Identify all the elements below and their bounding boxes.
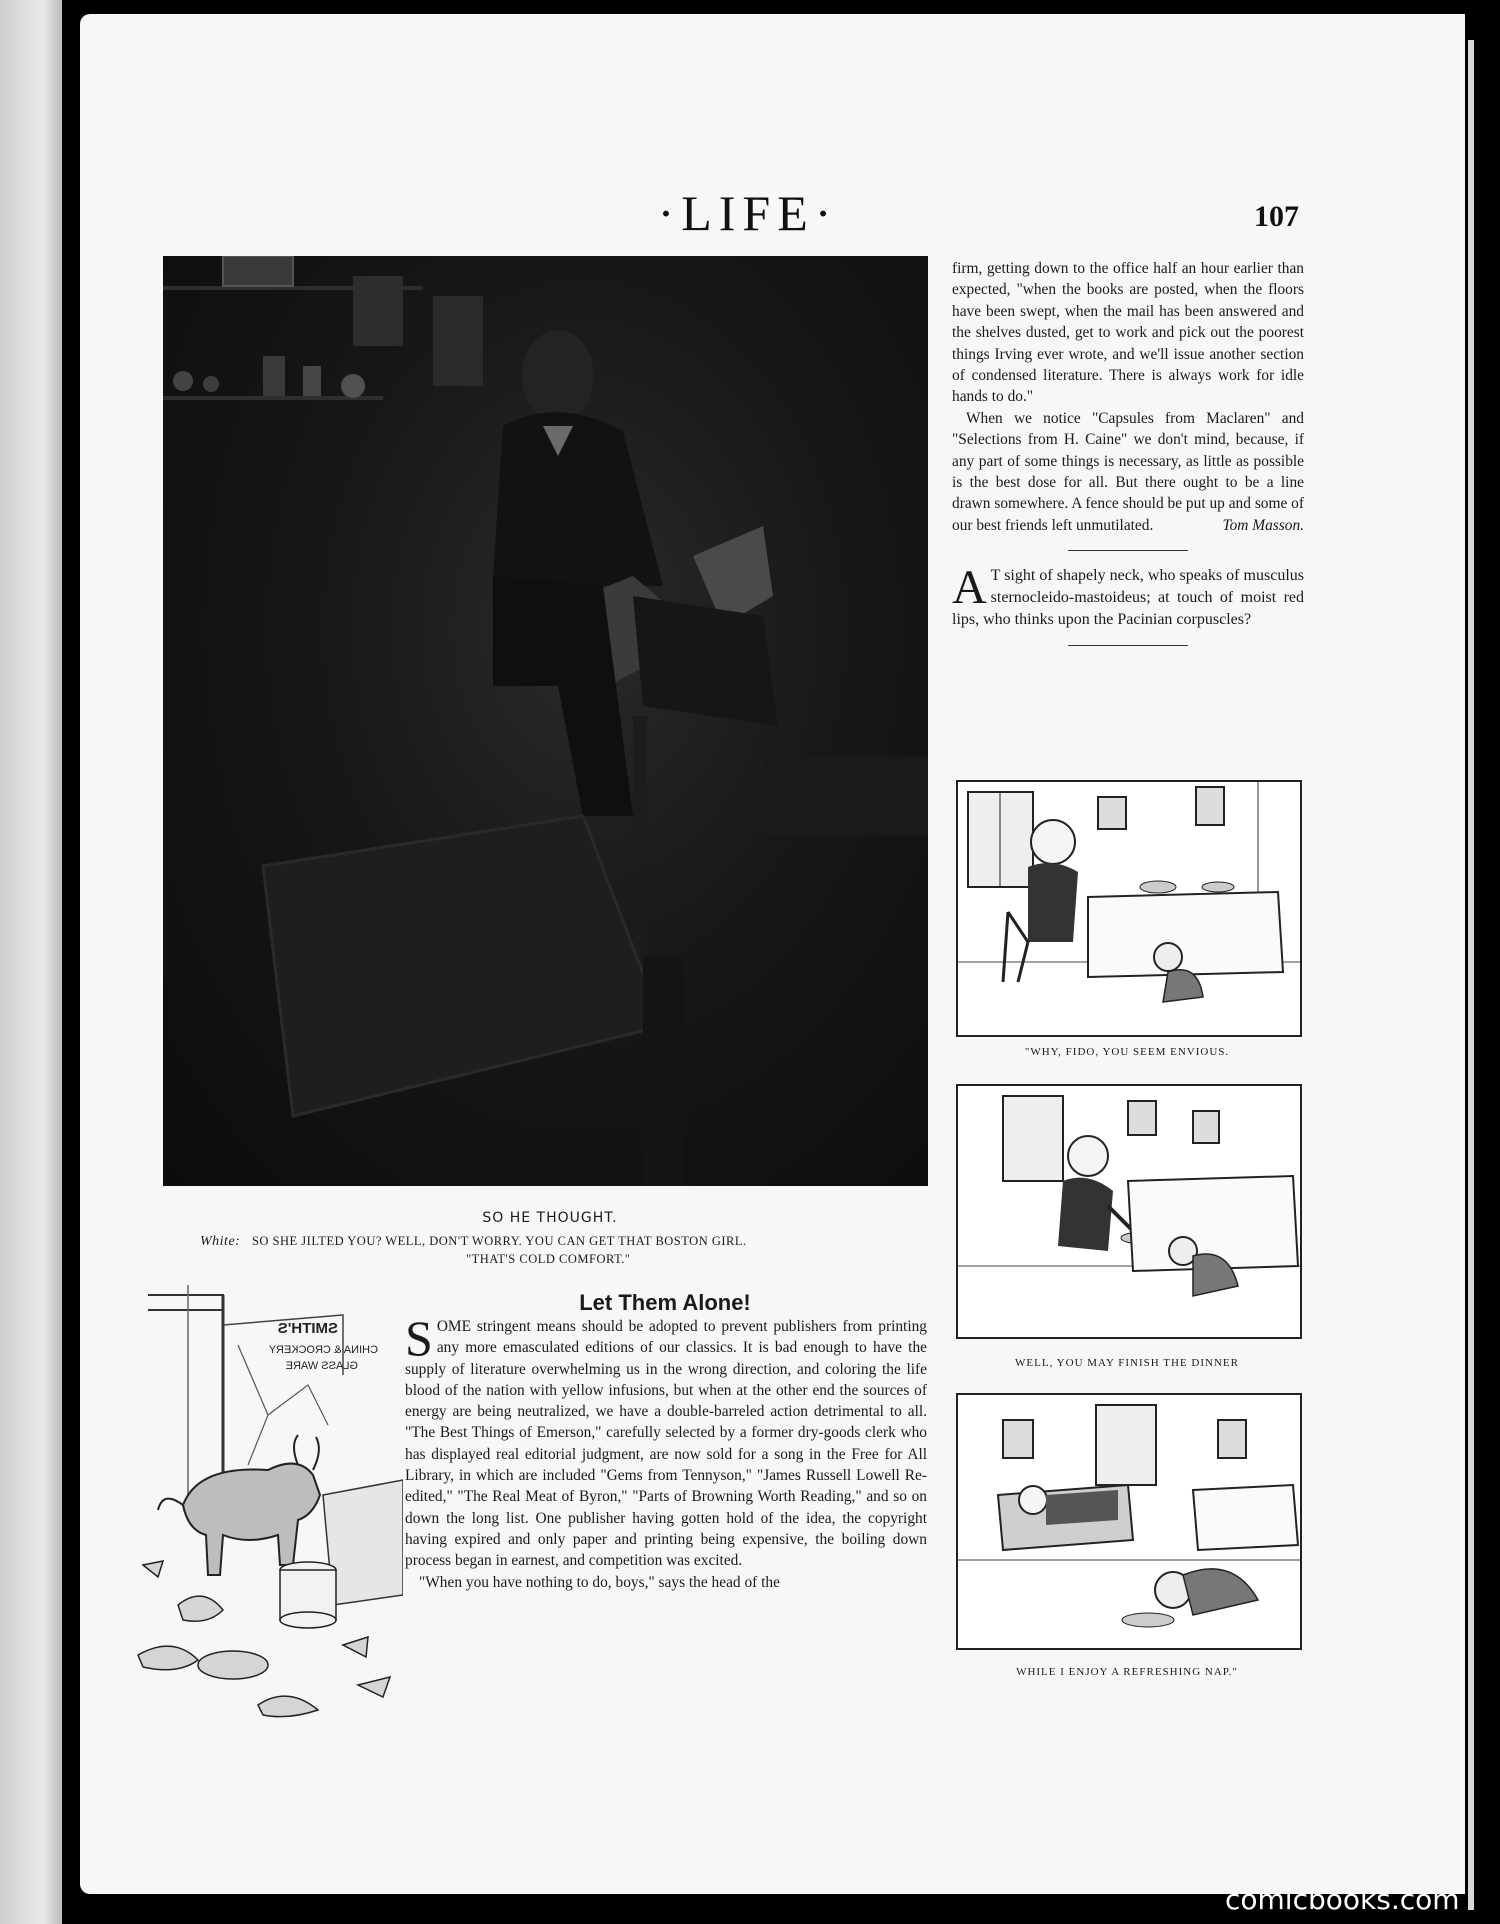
previous-page-edge xyxy=(0,0,62,1924)
photograph-scene xyxy=(163,256,928,1186)
bull-in-china-shop-illustration xyxy=(128,1265,403,1733)
article-paragraph-1 xyxy=(405,1310,927,1572)
photo-caption-title: SO HE THOUGHT. xyxy=(482,1210,618,1226)
right-column xyxy=(952,258,1304,660)
cartoon-caption-3: WHILE I ENJOY A REFRESHING NAP." xyxy=(1016,1666,1238,1678)
svg-text:CHINA & CROCKERY: CHINA & CROCKERY xyxy=(268,1344,378,1356)
cartoon-panel-1 xyxy=(956,780,1302,1037)
bull-drawing xyxy=(128,1265,403,1733)
svg-text:GLASS WARE: GLASS WARE xyxy=(285,1360,358,1372)
article-paragraph-1-text: stringent means should be adopted to prevent publishers from printing any more emasculated editions of our classics. It is bad enough to have the supply of literature overwhelming us in the wrong direction, and coloring the life blood of the nation with yellow infusions, but when at the other end the sources of energy are being neutralized, we have a double-barreled action detrimental to all. "The Best Things of Emerson," carefully selected by a former dry-goods clerk who has displayed real editorial judgment, are now sold for a song in the Free for All Library, in which are included "Gems from Tennyson," "James Russell Lowell Re-edited," "The Real Meat of Byron," "Parts of Browning Worth Reading," and so on down the long list. One publisher having gotten hold of the idea, the copyright having expired and only paper and printing being expensive, the boiling down process began in earnest, and competition was excited. xyxy=(405,1318,927,1570)
caption-line-2: "THAT'S COLD COMFORT." xyxy=(466,1252,631,1266)
article-author: Tom Masson. xyxy=(1222,516,1304,534)
aphorism-text: T sight of shapely neck, who speaks of musculus sternocleido-mastoideus; at touch of moist red lips, who thinks upon the Pacinian corpuscles? xyxy=(952,567,1304,629)
svg-text:SMITH'S: SMITH'S xyxy=(277,1320,338,1337)
cartoon-caption-2: WELL, YOU MAY FINISH THE DINNER xyxy=(1015,1357,1239,1369)
article-continued: firm, getting down to the office half an hour earlier than expected, "when the books are posted, when the floors have been swept, when the mail has been answered and the shelves dusted, get to work and pick out the poorest things Irving ever wrote, and we'll issue another section of condensed literature. There is always work for idle hands to do." xyxy=(952,260,1304,406)
cartoon-caption-1: "WHY, FIDO, YOU SEEM ENVIOUS. xyxy=(1024,1046,1230,1058)
article-first-word: OME xyxy=(436,1318,472,1335)
masthead: ·LIFE· xyxy=(657,185,839,241)
article-body xyxy=(405,1310,927,1593)
aphorism xyxy=(952,561,1304,631)
main-photograph xyxy=(163,256,928,1186)
article-title: Let Them Alone! xyxy=(579,1290,751,1315)
caption-line-1: SO SHE JILTED YOU? WELL, DON'T WORRY. YOU CAN GET THAT BOSTON GIRL. xyxy=(251,1234,747,1248)
photo-caption-dialogue xyxy=(200,1234,920,1250)
article-paragraph-2: "When you have nothing to do, boys," says the head of the xyxy=(419,1573,780,1591)
cartoon-panel-2 xyxy=(956,1084,1302,1339)
page-number: 107 xyxy=(1254,200,1299,233)
article-dropcap: S xyxy=(405,1310,433,1366)
watermark: comicbooks.com xyxy=(1225,1883,1460,1916)
cartoon-1-drawing xyxy=(958,782,1300,1035)
page-edge xyxy=(1468,40,1474,1910)
article-paragraph-3: When we notice "Capsules from Maclaren" and "Selections from H. Caine" we don't mind, because, if any part of some things is necessary, as little as possible is the best dose for all. But there ought to be a line drawn somewhere. A fence should be put up and some of our best friends left unmutilated. Tom Masson. xyxy=(952,408,1304,536)
cartoon-panel-3 xyxy=(956,1393,1302,1650)
cartoon-2-drawing xyxy=(958,1086,1300,1337)
aphorism-dropcap: A xyxy=(952,561,987,615)
cartoon-3-drawing xyxy=(958,1395,1300,1648)
divider-rule-2 xyxy=(1068,645,1188,646)
divider-rule xyxy=(1068,550,1188,551)
mirrored-shop-sign xyxy=(268,1320,378,1372)
caption-speaker: White: xyxy=(200,1234,241,1249)
